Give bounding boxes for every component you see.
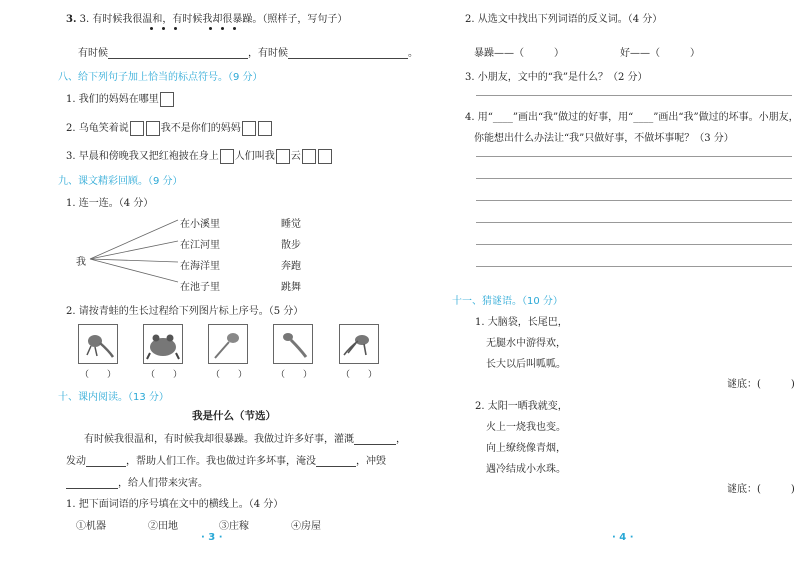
- riddle-2-line-2: 向上缭绕像青烟，: [486, 443, 566, 454]
- match-subject: 我: [76, 257, 86, 268]
- punct-box[interactable]: [220, 149, 234, 164]
- punct-box[interactable]: [318, 149, 332, 164]
- riddle-1-line-0: 1. 大脑袋，长尾巴，: [475, 317, 568, 328]
- passage-line-2: 发动 ，帮助人们工作。我也做过许多坏事，淹没 ，冲毁: [66, 456, 386, 467]
- option-3: ④房屋: [291, 521, 321, 532]
- tadpole-with-legs-image: [78, 324, 118, 364]
- passage-line-3: ，给人们带来灾害。: [66, 474, 208, 489]
- riddle-2-line-1: 火上一烧我也变。: [486, 422, 566, 433]
- riddle-2-line-3: 遇冷结成小水珠。: [486, 464, 566, 475]
- frog-order-question: 2. 请按青蛙的生长过程给下列图片标上序号。（5 分）: [66, 306, 304, 317]
- punct-box[interactable]: [130, 121, 144, 136]
- riddle-1-line-1: 无腿水中游得欢，: [486, 338, 566, 349]
- answer-line[interactable]: [476, 95, 792, 96]
- answer-line[interactable]: [476, 244, 792, 245]
- punct-sentence-1: 1. 我们的妈妈在哪里: [66, 90, 175, 107]
- answer-line[interactable]: [476, 222, 792, 223]
- riddle-1-line-2: 长大以后叫呱呱。: [486, 359, 566, 370]
- punct-box[interactable]: [146, 121, 160, 136]
- page-number-left: · 3 ·: [201, 532, 223, 543]
- frog-with-tail-image: [339, 324, 379, 364]
- q4-line-1: 4. 用“____”画出“我”做过的好事，用“____”画出“我”做过的坏事。小朋友，: [465, 112, 799, 123]
- answer-line[interactable]: [476, 178, 792, 179]
- passage-title: 我是什么（节选）: [192, 410, 276, 422]
- match-verb-3[interactable]: 跳舞: [281, 282, 301, 293]
- section-11-title: 十一、猜谜语。（10 分）: [452, 296, 563, 307]
- match-verb-2[interactable]: 奔跑: [281, 261, 301, 272]
- riddle-2-answer[interactable]: 谜底：( ): [727, 484, 795, 495]
- q3-fill-line[interactable]: 有时候 ，有时候 。: [78, 48, 418, 59]
- answer-line[interactable]: [476, 156, 792, 157]
- match-place-0[interactable]: 在小溪里: [180, 219, 220, 230]
- match-fan-lines: [86, 214, 186, 288]
- match-verb-0[interactable]: 睡觉: [281, 219, 301, 230]
- antonym-1[interactable]: 暴躁——（ ）: [474, 48, 564, 59]
- passage-line-1: 有时候我很温和，有时候我却很暴躁。我做过许多好事，灌溉 ，: [84, 434, 406, 445]
- section-8-title: 八、给下列句子加上恰当的标点符号。（9 分）: [58, 72, 263, 83]
- order-answer-0[interactable]: （ ）: [80, 370, 117, 380]
- option-1: ②田地: [148, 521, 178, 532]
- antonym-2[interactable]: 好——（ ）: [620, 48, 700, 59]
- punct-box[interactable]: [258, 121, 272, 136]
- frog-image: [143, 324, 183, 364]
- q3-prompt: 3. 3. 有时候我很温和，有时候我却很暴躁。（照样子，写句子）: [66, 14, 348, 25]
- tadpole-image: [208, 324, 248, 364]
- match-place-2[interactable]: 在海洋里: [180, 261, 220, 272]
- riddle-1-answer[interactable]: 谜底：( ): [727, 379, 795, 390]
- match-question: 1. 连一连。（4 分）: [66, 198, 154, 209]
- match-verb-1[interactable]: 散步: [281, 240, 301, 251]
- option-2: ③庄稼: [219, 521, 249, 532]
- section-10-title: 十、课内阅读。（13 分）: [58, 392, 169, 403]
- tadpole-tail-image: [273, 324, 313, 364]
- emphasis-dots: [150, 22, 236, 33]
- order-answer-1[interactable]: （ ）: [146, 370, 183, 380]
- match-place-1[interactable]: 在江河里: [180, 240, 220, 251]
- punct-sentence-3: 3. 早晨和傍晚我又把红袍披在身上 人们叫我 云: [66, 147, 333, 164]
- riddle-2-line-0: 2. 太阳一晒我就变，: [475, 401, 568, 412]
- section-9-title: 九、课文精彩回顾。（9 分）: [58, 176, 183, 187]
- match-place-3[interactable]: 在池子里: [180, 282, 220, 293]
- answer-line[interactable]: [476, 266, 792, 267]
- answer-line[interactable]: [476, 200, 792, 201]
- page-number-right: · 4 ·: [612, 532, 634, 543]
- option-0: ①机器: [76, 521, 106, 532]
- antonym-question: 2. 从选文中找出下列词语的反义词。（4 分）: [465, 14, 663, 25]
- punct-sentence-2: 2. 乌龟笑着说 我不是你们的妈妈: [66, 119, 273, 136]
- what-am-i-question: 3. 小朋友，文中的“我”是什么？（2 分）: [465, 72, 648, 83]
- punct-box[interactable]: [276, 149, 290, 164]
- punct-box[interactable]: [302, 149, 316, 164]
- order-answer-3[interactable]: （ ）: [276, 370, 313, 380]
- order-answer-2[interactable]: （ ）: [211, 370, 248, 380]
- punct-box[interactable]: [160, 92, 174, 107]
- punct-box[interactable]: [242, 121, 256, 136]
- q4-line-2: 你能想出什么办法让“我”只做好事，不做坏事呢？（3 分）: [474, 133, 734, 144]
- fill-order-question: 1. 把下面词语的序号填在文中的横线上。（4 分）: [66, 499, 284, 510]
- order-answer-4[interactable]: （ ）: [341, 370, 378, 380]
